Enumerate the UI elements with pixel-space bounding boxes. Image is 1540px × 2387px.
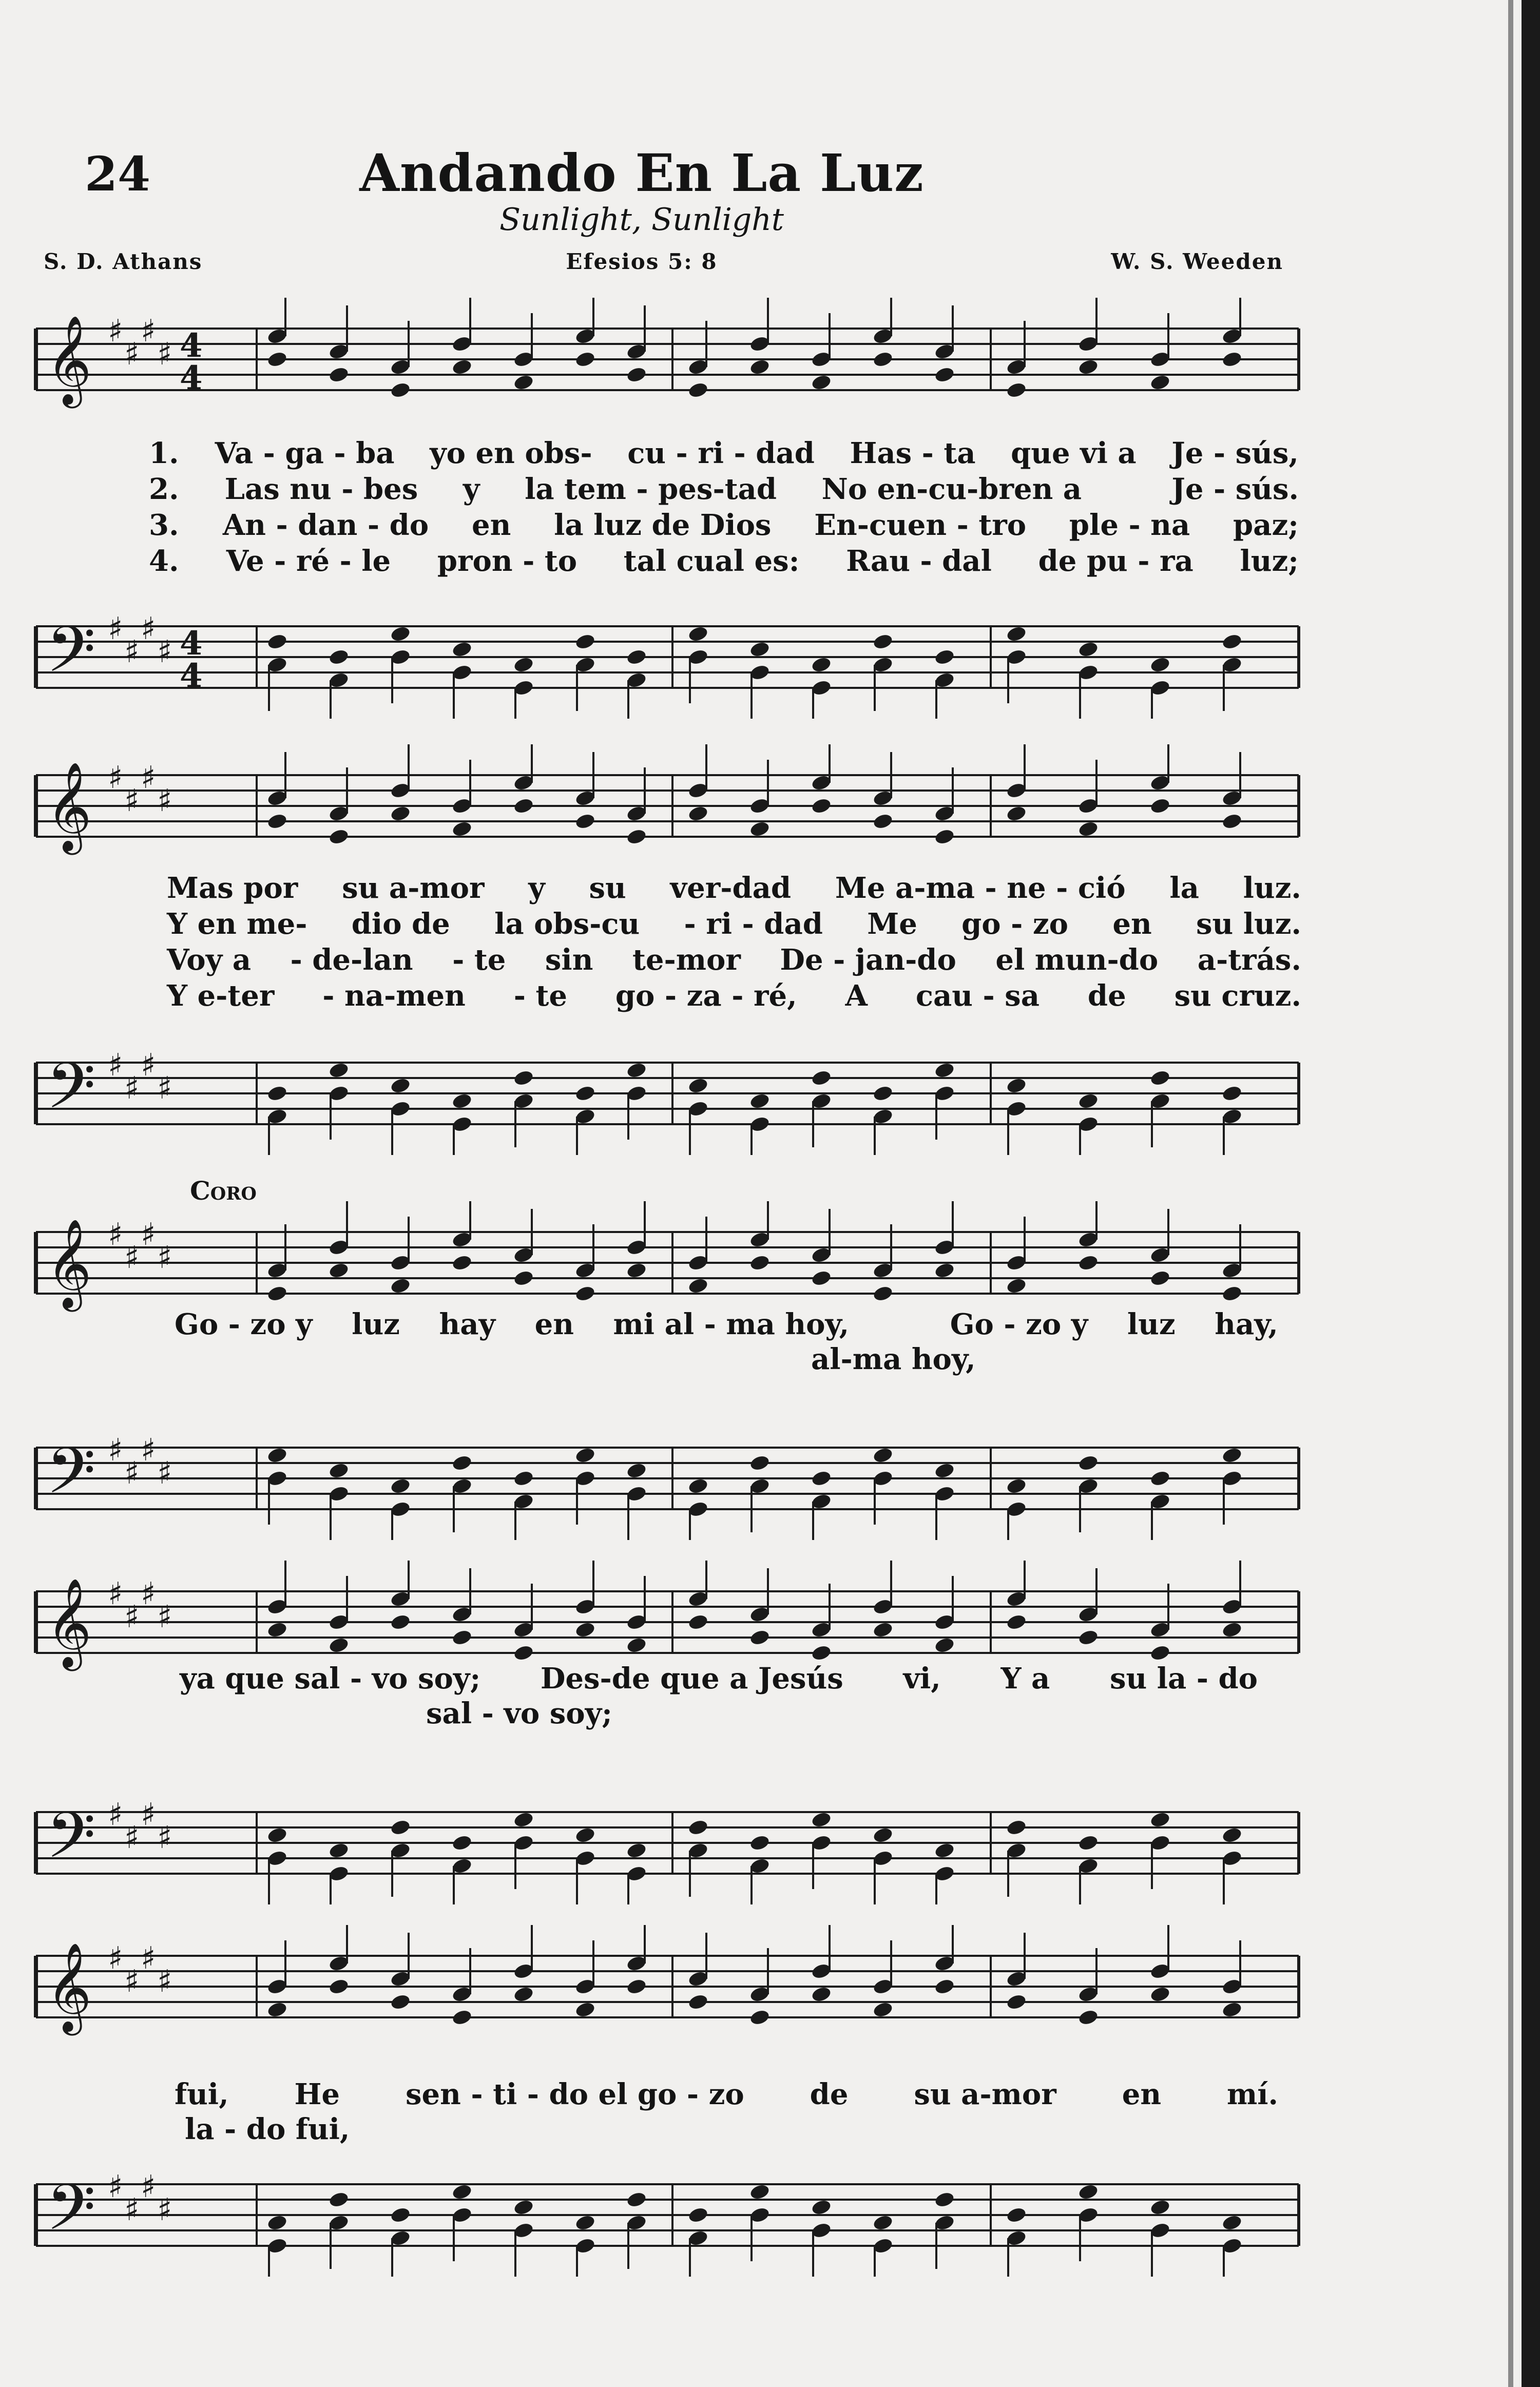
svg-text:4: 4 (180, 624, 203, 663)
hymn-subtitle: Sunlight, Sunlight (499, 202, 784, 238)
page-edge (1522, 0, 1540, 2387)
svg-text:♯: ♯ (108, 1940, 123, 1976)
author-credit: S. D. Athans (44, 249, 203, 274)
svg-text:♯: ♯ (108, 611, 123, 647)
svg-text:♯: ♯ (108, 1797, 123, 1833)
svg-text:♯: ♯ (141, 1047, 156, 1083)
svg-text:♯: ♯ (141, 1217, 156, 1253)
svg-text:♯: ♯ (124, 783, 140, 819)
svg-text:♯: ♯ (124, 1964, 140, 1999)
svg-text:♯: ♯ (141, 1940, 156, 1976)
verse-2-line-cont: Y en me- dio de la obs-cu - ri - dad Me go - zo en su luz. (167, 907, 1301, 941)
bass-staff-3 (31, 1417, 1304, 1540)
svg-text:𝄞: 𝄞 (46, 1578, 92, 1667)
bass-staff-5 (31, 2153, 1304, 2277)
treble-staff-2 (31, 744, 1304, 868)
svg-text:♯: ♯ (108, 1576, 123, 1612)
bass-staff-4 (31, 1781, 1304, 1904)
bass-staff-1 (31, 595, 1304, 719)
svg-text:♯: ♯ (157, 1455, 172, 1491)
bass-staff-2 (31, 1032, 1304, 1155)
svg-text:𝄞: 𝄞 (46, 1219, 92, 1308)
svg-text:♯: ♯ (157, 1599, 172, 1635)
svg-text:♯: ♯ (157, 1240, 172, 1276)
chorus-echo-3: la - do fui, (185, 2112, 350, 2146)
svg-text:♯: ♯ (124, 1070, 140, 1106)
svg-text:♯: ♯ (124, 2192, 140, 2228)
svg-text:♯: ♯ (141, 760, 156, 796)
svg-text:𝄞: 𝄞 (46, 1942, 92, 2032)
svg-text:♯: ♯ (141, 2169, 156, 2205)
svg-text:𝄢: 𝄢 (46, 1434, 96, 1524)
svg-text:♯: ♯ (141, 1432, 156, 1468)
svg-text:4: 4 (180, 657, 203, 695)
verse-4-line-cont: Y e-ter - na-men - te go - za - ré, A cau - sa de su cruz. (167, 979, 1301, 1013)
svg-text:𝄞: 𝄞 (46, 762, 92, 851)
verse-1-line: 1. Va - ga - ba yo en obs- cu - ri - dad Has - ta que vi a Je - sús, (149, 436, 1299, 470)
verse-3-line: 3. An - dan - do en la luz de Dios En-cuen - tro ple - na paz; (149, 508, 1299, 542)
chorus-echo-1: al-ma hoy, (811, 1342, 976, 1376)
svg-text:♯: ♯ (108, 1047, 123, 1083)
svg-text:♯: ♯ (141, 611, 156, 647)
svg-text:𝄞: 𝄞 (46, 315, 92, 405)
treble-staff-5 (31, 1925, 1304, 2048)
svg-text:♯: ♯ (124, 336, 140, 372)
chorus-line-2: ya que sal - vo soy; Des-de que a Jesús vi, Y a su la - do (180, 1662, 1258, 1696)
svg-text:♯: ♯ (157, 634, 172, 670)
svg-text:𝄢: 𝄢 (46, 613, 96, 702)
svg-text:♯: ♯ (157, 783, 172, 819)
verse-lyrics-continued (167, 870, 1301, 1014)
svg-text:♯: ♯ (108, 760, 123, 796)
verse-2-line: 2. Las nu - bes y la tem - pes-tad No en-cu-bren a Je - sús. (149, 472, 1299, 506)
svg-text:♯: ♯ (157, 1964, 172, 1999)
svg-text:𝄢: 𝄢 (46, 1049, 96, 1139)
svg-text:♯: ♯ (141, 1576, 156, 1612)
page-number: 24 (85, 146, 151, 202)
svg-text:♯: ♯ (124, 1599, 140, 1635)
svg-text:♯: ♯ (124, 1820, 140, 1856)
svg-text:♯: ♯ (124, 1240, 140, 1276)
svg-text:𝄢: 𝄢 (46, 1799, 96, 1888)
svg-text:♯: ♯ (108, 2169, 123, 2205)
svg-text:♯: ♯ (157, 1820, 172, 1856)
svg-text:𝄢: 𝄢 (46, 2171, 96, 2260)
svg-text:♯: ♯ (157, 1070, 172, 1106)
svg-text:♯: ♯ (108, 1217, 123, 1253)
svg-text:♯: ♯ (157, 336, 172, 372)
svg-text:♯: ♯ (157, 2192, 172, 2228)
svg-text:♯: ♯ (141, 1797, 156, 1833)
svg-text:4: 4 (180, 326, 203, 365)
chorus-echo-2: sal - vo soy; (426, 1697, 612, 1730)
chorus-label: Coro (190, 1176, 257, 1206)
chorus-line-1: Go - zo y luz hay en mi al - ma hoy, Go - zo y luz hay, (175, 1307, 1278, 1341)
verse-1-line-cont: Mas por su a-mor y su ver-dad Me a-ma - ne - ció la luz. (167, 871, 1301, 905)
hymn-title: Andando En La Luz (359, 143, 924, 203)
verse-lyrics (149, 435, 1299, 579)
verse-3-line-cont: Voy a - de-lan - te sin te-mor De - jan-do el mun-do a-trás. (167, 943, 1301, 977)
treble-staff-3 (31, 1201, 1304, 1324)
verse-4-line: 4. Ve - ré - le pron - to tal cual es: Rau - dal de pu - ra luz; (149, 544, 1299, 578)
svg-text:4: 4 (180, 359, 203, 397)
svg-text:♯: ♯ (124, 634, 140, 670)
svg-text:♯: ♯ (108, 1432, 123, 1468)
treble-staff-1 (31, 298, 1304, 421)
svg-text:♯: ♯ (124, 1455, 140, 1491)
chorus-line-3: fui, He sen - ti - do el go - zo de su a-mor en mí. (175, 2077, 1278, 2111)
scripture-reference: Efesios 5: 8 (566, 249, 718, 274)
svg-text:♯: ♯ (141, 313, 156, 349)
composer-credit: W. S. Weeden (1111, 249, 1283, 274)
page-edge-line (1508, 0, 1513, 2387)
svg-text:♯: ♯ (108, 313, 123, 349)
